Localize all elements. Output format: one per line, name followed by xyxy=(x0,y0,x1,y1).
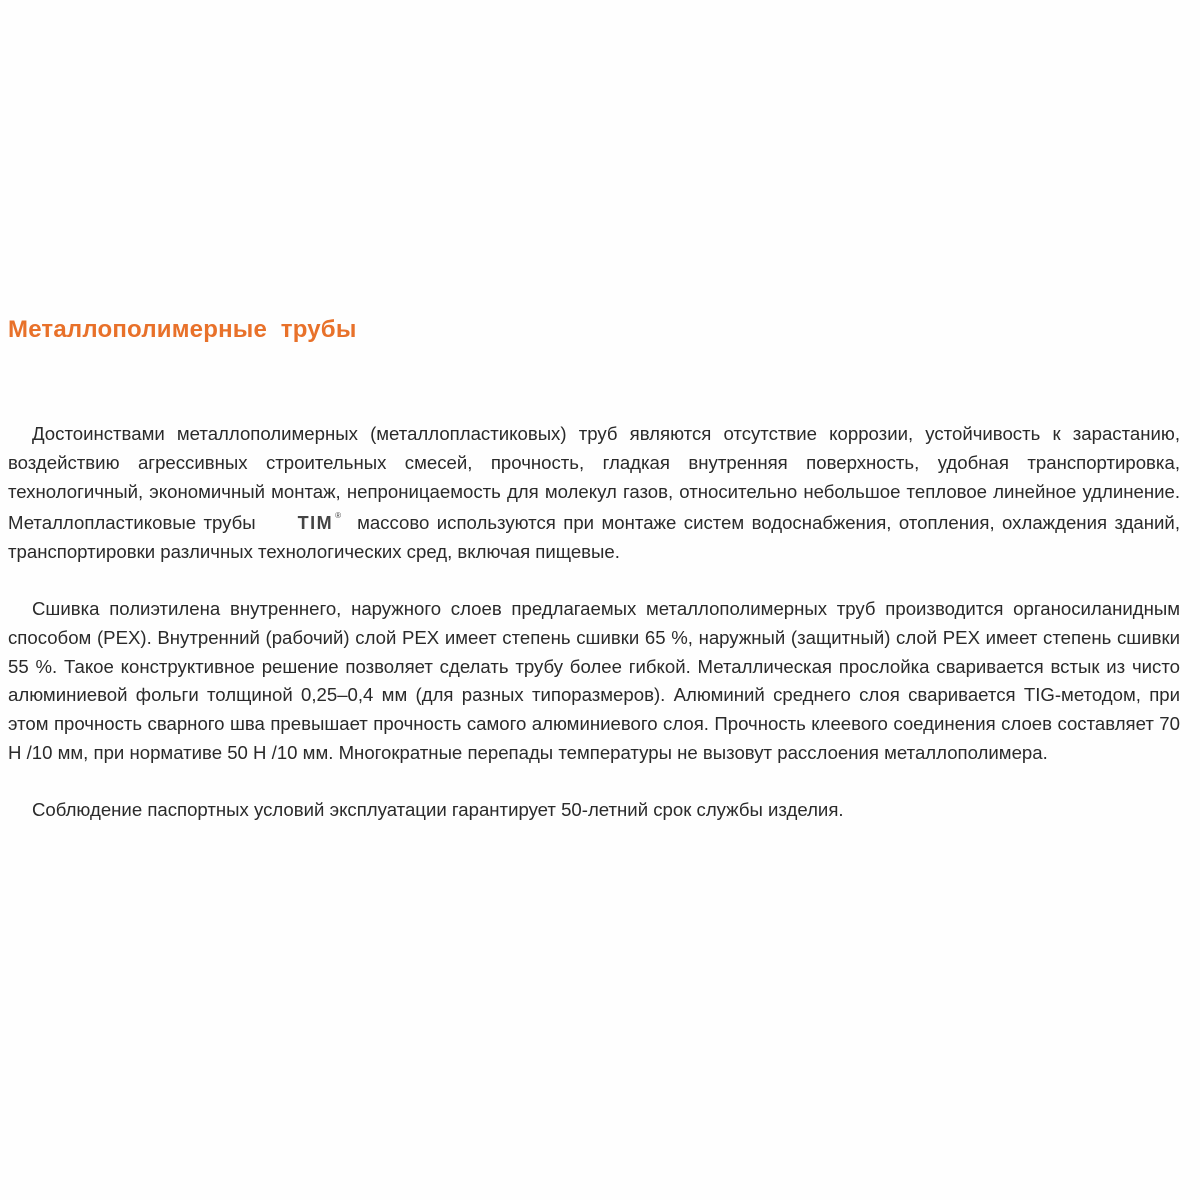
page-title: Металлополимерные трубы xyxy=(8,316,357,343)
paragraph-advantages-text-start: Достоинствами металлополимерных (металлопластиковых) труб являются отсутствие коррозии, устойчивость к зарастанию, воздействию агрессивных строительных смесей, прочность, гладкая внутренняя поверхность, удобная транспортировка, технологичный, экономичный монтаж, непроницаемость для молекул газов, относительно небольшое тепловое линейное удлинение. Металлопластиковые трубы xyxy=(8,423,1180,534)
paragraph-crosslinking: Сшивка полиэтилена внутреннего, наружного слоев предлагаемых металлополимерных труб производится органосиланидным способом (PEX). Внутренний (рабочий) слой PEX имеет степень сшивки 65 %, наружный (защитный) слой PEX имеет степень сшивки 55 %. Такое конструктивное решение позволяет сделать трубу более гибкой. Металлическая прослойка сваривается встык из чисто алюминиевой фольги толщиной 0,25–0,4 мм (для разных типоразмеров). Алюминий среднего слоя сваривается TIG-методом, при этом прочность сварного шва превышает прочность самого алюминиевого слоя. Прочность клеевого соединения слоев составляет 70 Н /10 мм, при нормативе 50 Н /10 мм. Многократные перепады температуры не вызовут расслоения металлополимера. xyxy=(8,597,1180,763)
paragraph-advantages xyxy=(8,420,1180,567)
registered-mark: ® xyxy=(335,511,342,521)
paragraph-advantages-text-end: массово используются при монтаже систем водоснабжения, отопления, охлаждения зданий, транспортировки различных технологических сред, включая пищевые. xyxy=(8,512,1180,563)
document-body xyxy=(8,420,1180,825)
brand-name: TIM xyxy=(297,513,334,534)
tim-brand-logo xyxy=(274,506,341,538)
paragraph-service-life: Соблюдение паспортных условий эксплуатации гарантирует 50-летний срок службы изделия. xyxy=(32,798,844,820)
